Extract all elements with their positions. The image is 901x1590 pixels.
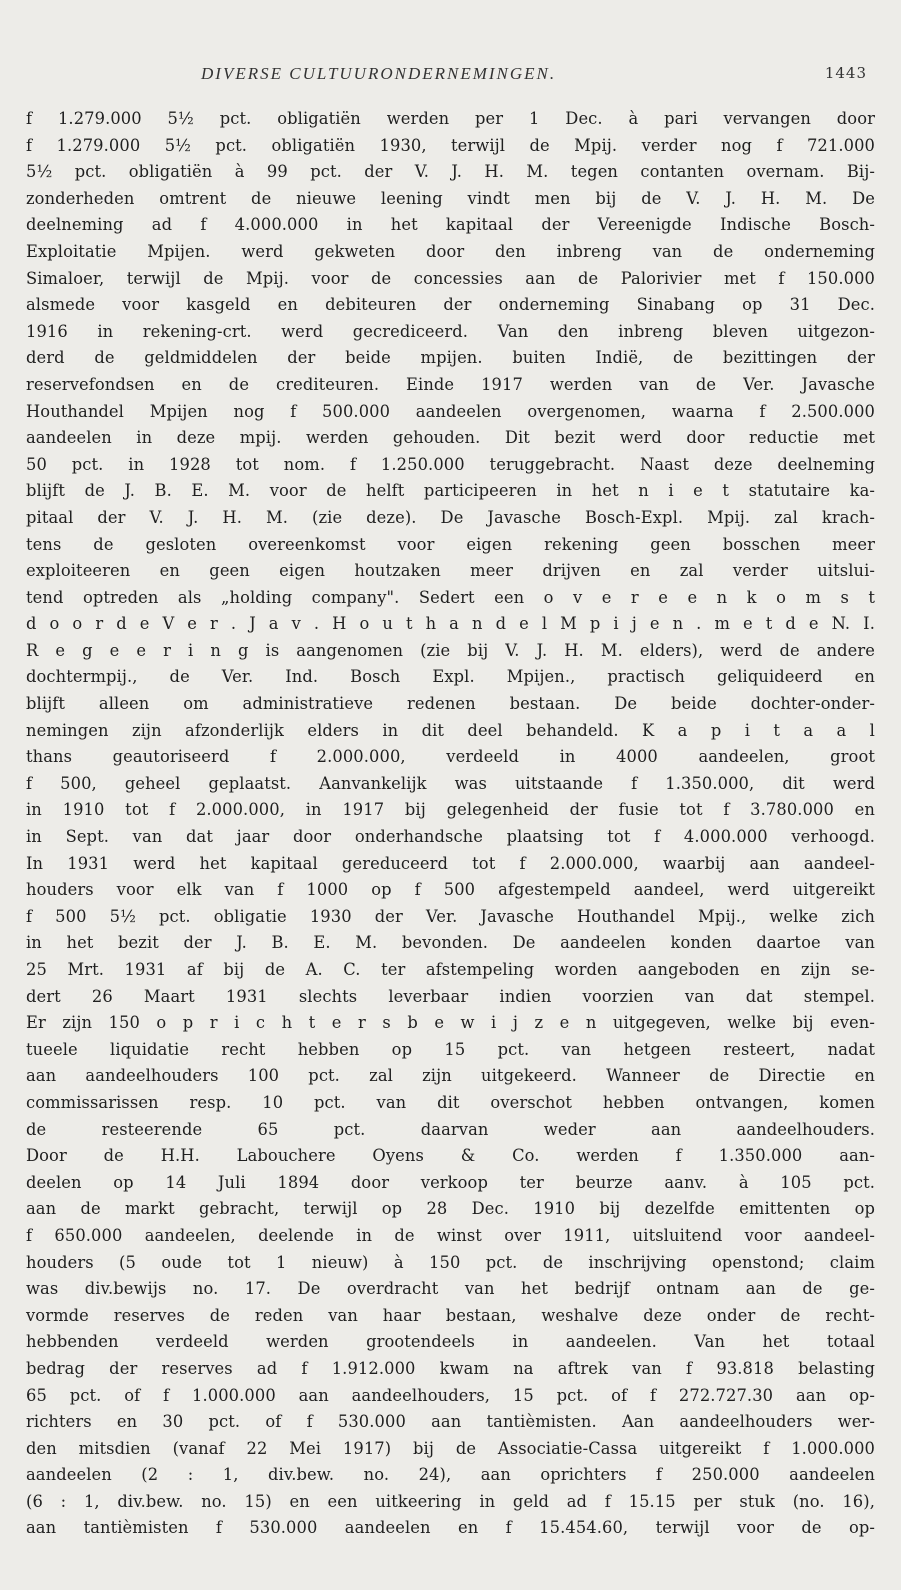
text-line: f 650.000 aandeelen, deelende in de winst over 1911, uitsluitend voor aandeel-	[26, 1225, 875, 1245]
text-line: houders voor elk van f 1000 op f 500 afgestempeld aandeel, werd uitgereikt	[26, 880, 875, 900]
text-line: f 1.279.000 5½ pct. obligatiën 1930, terwijl de Mpij. verder nog f 721.000	[26, 135, 875, 155]
text-line: In 1931 werd het kapitaal gereduceerd tot f 2.000.000, waarbij aan aandeel-	[26, 853, 875, 873]
text-line: aan aandeelhouders 100 pct. zal zijn uitgekeerd. Wanneer de Directie en	[26, 1066, 875, 1086]
text-line: deelneming ad f 4.000.000 in het kapitaal der Vereenigde Indische Bosch-	[26, 215, 875, 235]
text-line: 65 pct. of f 1.000.000 aan aandeelhouders, 15 pct. of f 272.727.30 aan op-	[26, 1385, 875, 1405]
text-line: in het bezit der J. B. E. M. bevonden. De aandeelen konden daartoe van	[26, 933, 875, 953]
text-line: Simaloer, terwijl de Mpij. voor de concessies aan de Palorivier met f 150.000	[26, 268, 875, 288]
text-line: thans geautoriseerd f 2.000.000, verdeeld in 4000 aandeelen, groot	[26, 747, 875, 767]
text-line: Houthandel Mpijen nog f 500.000 aandeelen overgenomen, waarna f 2.500.000	[26, 401, 875, 421]
body-text	[26, 106, 875, 1542]
text-line: pitaal der V. J. H. M. (zie deze). De Javasche Bosch-Expl. Mpij. zal krach-	[26, 507, 875, 527]
text-line: in 1910 tot f 2.000.000, in 1917 bij gelegenheid der fusie tot f 3.780.000 en	[26, 800, 875, 820]
text-line: R e g e e r i n g is aangenomen (zie bij V. J. H. M. elders), werd de andere	[26, 640, 875, 660]
text-line: 5½ pct. obligatiën à 99 pct. der V. J. H. M. tegen contanten overnam. Bij-	[26, 162, 875, 182]
text-line: tens de gesloten overeenkomst voor eigen rekening geen bosschen meer	[26, 534, 875, 554]
text-line: bedrag der reserves ad f 1.912.000 kwam na aftrek van f 93.818 belasting	[26, 1358, 875, 1378]
text-line: d o o r d e V e r . J a v . H o u t h a n d e l M p i j e n . m e t d e N. I.	[26, 614, 875, 634]
running-title: DIVERSE CULTUURONDERNEMINGEN.	[201, 64, 557, 83]
text-line: 25 Mrt. 1931 af bij de A. C. ter afstempeling worden aangeboden en zijn se-	[26, 960, 875, 979]
page-number: 1443	[824, 64, 867, 82]
text-line: de resteerende 65 pct. daarvan weder aan aandeelhouders.	[26, 1119, 875, 1139]
text-line: zonderheden omtrent de nieuwe leening vindt men bij de V. J. H. M. De	[26, 188, 875, 208]
text-line: hebbenden verdeeld werden grootendeels in aandeelen. Van het totaal	[26, 1332, 875, 1352]
text-line: aandeelen (2 : 1, div.bew. no. 24), aan oprichters f 250.000 aandeelen	[26, 1465, 875, 1485]
text-line: houders (5 oude tot 1 nieuw) à 150 pct. de inschrijving openstond; claim	[26, 1252, 875, 1272]
page-header	[26, 58, 875, 88]
text-line: was div.bewijs no. 17. De overdracht van het bedrijf ontnam aan de ge-	[26, 1279, 875, 1299]
text-line: richters en 30 pct. of f 530.000 aan tantièmisten. Aan aandeelhouders wer-	[26, 1412, 875, 1432]
text-line: aandeelen in deze mpij. werden gehouden. Dit bezit werd door reductie met	[26, 428, 875, 448]
text-line: Exploitatie Mpijen. werd gekweten door den inbreng van de onderneming	[26, 241, 875, 261]
text-line: commissarissen resp. 10 pct. van dit overschot hebben ontvangen, komen	[26, 1092, 875, 1112]
text-line: 50 pct. in 1928 tot nom. f 1.250.000 teruggebracht. Naast deze deelneming	[26, 454, 875, 474]
text-line: alsmede voor kasgeld en debiteuren der onderneming Sinabang op 31 Dec.	[26, 295, 875, 315]
text-line: derd de geldmiddelen der beide mpijen. buiten Indië, de bezittingen der	[26, 348, 875, 368]
text-line: aan de markt gebracht, terwijl op 28 Dec. 1910 bij dezelfde emittenten op	[26, 1199, 875, 1219]
text-line: tend optreden als „holding company". Sedert een o v e r e e n k o m s t	[26, 587, 875, 607]
text-line: (6 : 1, div.bew. no. 15) en een uitkeering in geld ad f 15.15 per stuk (no. 16),	[26, 1491, 875, 1511]
text-line: 1916 in rekening-crt. werd gecrediceerd. Van den inbreng bleven uitgezon-	[26, 321, 875, 341]
text-line: blijft alleen om administratieve redenen bestaan. De beide dochter-onder-	[26, 694, 875, 714]
text-line: reservefondsen en de crediteuren. Einde 1917 werden van de Ver. Javasche	[26, 374, 875, 394]
text-line: dochtermpij., de Ver. Ind. Bosch Expl. Mpijen., practisch geliquideerd en	[26, 667, 875, 687]
text-line: blijft de J. B. E. M. voor de helft participeeren in het n i e t statutaire ka-	[26, 481, 875, 501]
text-line: f 500 5½ pct. obligatie 1930 der Ver. Javasche Houthandel Mpij., welke zich	[26, 906, 875, 926]
text-line: in Sept. van dat jaar door onderhandsche plaatsing tot f 4.000.000 verhoogd.	[26, 827, 875, 847]
text-line: exploiteeren en geen eigen houtzaken meer drijven en zal verder uitslui-	[26, 561, 875, 581]
text-line: vormde reserves de reden van haar bestaan, weshalve deze onder de recht-	[26, 1305, 875, 1325]
text-line: dert 26 Maart 1931 slechts leverbaar indien voorzien van dat stempel.	[26, 986, 875, 1006]
text-line: f 1.279.000 5½ pct. obligatiën werden per 1 Dec. à pari vervangen door	[26, 109, 875, 128]
text-line: nemingen zijn afzonderlijk elders in dit deel behandeld. K a p i t a a l	[26, 720, 875, 740]
text-line: Er zijn 150 o p r i c h t e r s b e w i j z e n uitgegeven, welke bij even-	[26, 1013, 875, 1033]
text-line: deelen op 14 Juli 1894 door verkoop ter beurze aanv. à 105 pct.	[26, 1172, 875, 1192]
text-line: den mitsdien (vanaf 22 Mei 1917) bij de Associatie-Cassa uitgereikt f 1.000.000	[26, 1438, 875, 1458]
text-line: aan tantièmisten f 530.000 aandeelen en f 15.454.60, terwijl voor de op-	[26, 1518, 875, 1538]
text-line: f 500, geheel geplaatst. Aanvankelijk was uitstaande f 1.350.000, dit werd	[26, 773, 875, 793]
text-line: tueele liquidatie recht hebben op 15 pct. van hetgeen resteert, nadat	[26, 1039, 875, 1059]
text-line: Door de H.H. Labouchere Oyens & Co. werden f 1.350.000 aan-	[26, 1146, 875, 1166]
